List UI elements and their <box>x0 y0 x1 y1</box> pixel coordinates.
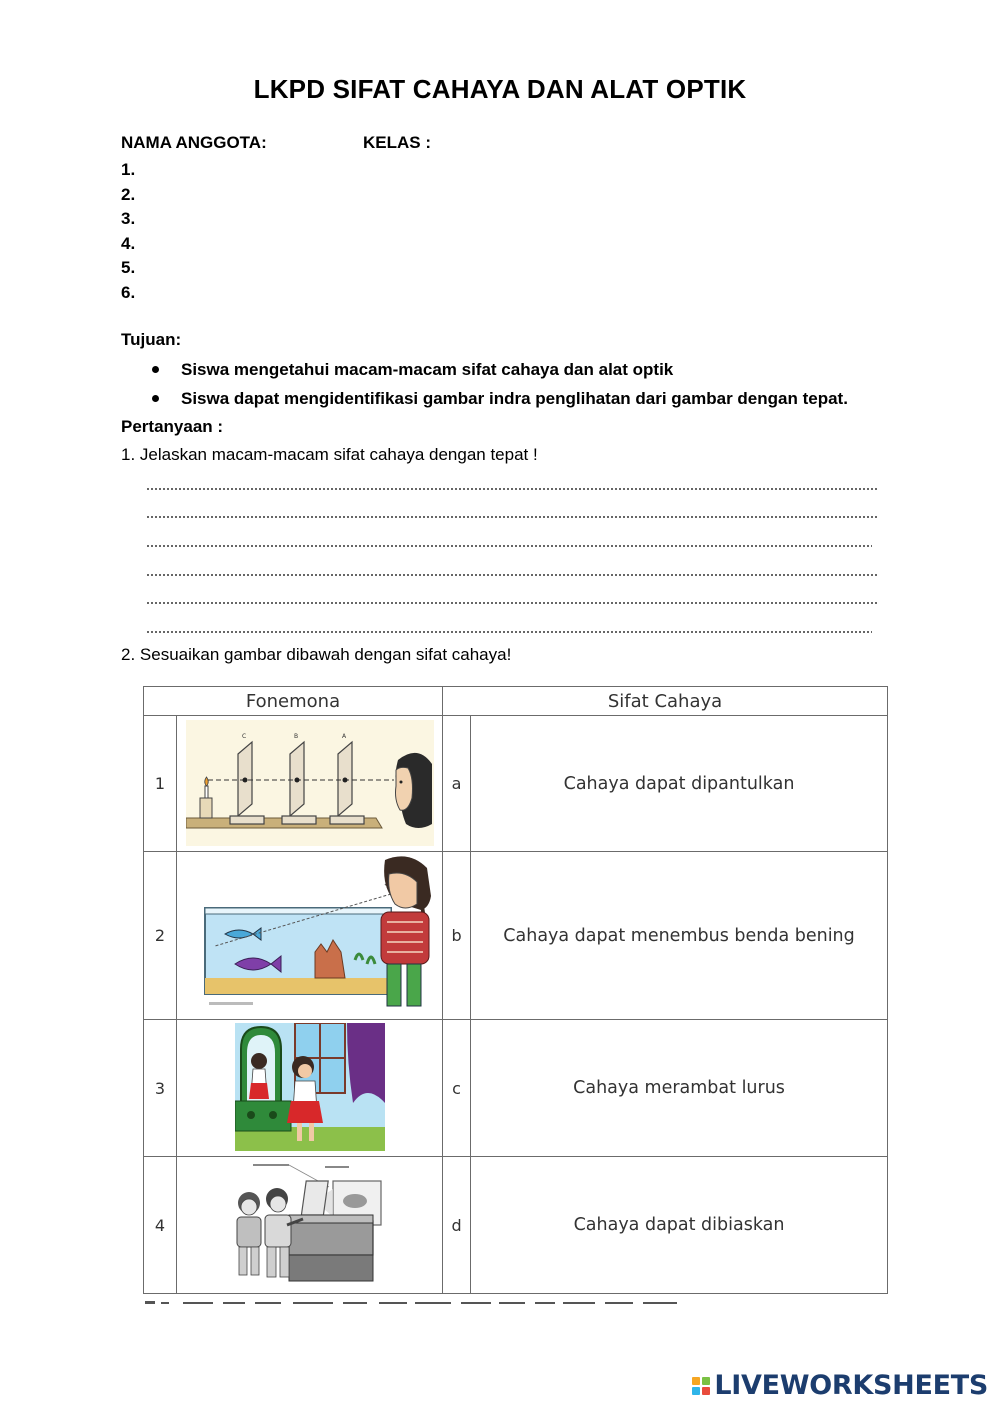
answer-line[interactable] <box>146 516 878 518</box>
class-label: KELAS : <box>363 133 431 152</box>
row-number: 2 <box>144 852 177 1020</box>
liveworksheets-logo <box>692 1370 988 1401</box>
member-number: 2. <box>121 184 136 204</box>
question-1: 1. Jelaskan macam-macam sifat cahaya dengan tepat ! <box>121 445 538 464</box>
row-letter: c <box>443 1020 471 1157</box>
table-row <box>144 1020 888 1157</box>
question-2: 2. Sesuaikan gambar dibawah dengan sifat cahaya! <box>121 645 512 664</box>
property-text: Cahaya dapat dipantulkan <box>471 716 888 852</box>
cutoff-text-strokes <box>143 1296 887 1310</box>
row-letter: a <box>443 716 471 852</box>
projector-illustration <box>229 1161 389 1287</box>
header-phenomena: Fonemona <box>144 687 443 716</box>
member-number: 1. <box>121 160 136 179</box>
member-number: 6. <box>121 282 136 302</box>
goals-label: Tujuan: <box>121 330 182 349</box>
goal-text: Siswa mengetahui macam-macam sifat cahaya dan alat optik <box>181 360 674 379</box>
goal-item <box>148 358 848 387</box>
property-text: Cahaya dapat dibiaskan <box>471 1157 888 1294</box>
bullet-icon <box>152 366 159 373</box>
row-number: 4 <box>144 1157 177 1294</box>
answer-line[interactable] <box>146 574 878 576</box>
property-text: Cahaya dapat menembus benda bening <box>471 852 888 1020</box>
phenomenon-image-4 <box>177 1157 443 1294</box>
row-letter: b <box>443 852 471 1020</box>
members-label: NAMA ANGGOTA: <box>121 133 267 152</box>
cutoff-text-fragment <box>143 1296 887 1310</box>
phenomenon-image-2 <box>177 852 443 1020</box>
row-number: 1 <box>144 716 177 852</box>
table-row <box>144 716 888 852</box>
member-number: 5. <box>121 258 136 278</box>
answer-line[interactable] <box>146 545 872 547</box>
row-letter: d <box>443 1157 471 1294</box>
logo-mark-icon <box>692 1377 710 1395</box>
card-label: B <box>294 733 299 740</box>
candle-light-illustration <box>186 720 434 846</box>
mirror-illustration <box>235 1023 385 1151</box>
member-list <box>121 158 135 306</box>
goal-item <box>148 387 848 416</box>
goals-list <box>148 358 848 416</box>
card-label: C <box>242 733 247 740</box>
answer-line[interactable] <box>146 631 872 633</box>
member-number: 3. <box>121 209 136 229</box>
bullet-icon <box>152 395 159 402</box>
table-row <box>144 1157 888 1294</box>
phenomenon-image-1 <box>177 716 443 852</box>
matching-table <box>143 686 888 1294</box>
table-header-row <box>144 687 888 716</box>
logo-text: LIVEWORKSHEETS <box>714 1370 988 1401</box>
row-number: 3 <box>144 1020 177 1157</box>
goal-text: Siswa dapat mengidentifikasi gambar indra penglihatan dari gambar dengan tepat. <box>181 389 848 408</box>
member-number: 4. <box>121 233 136 253</box>
header-property: Sifat Cahaya <box>443 687 888 716</box>
phenomenon-image-3 <box>177 1020 443 1157</box>
page-title: LKPD SIFAT CAHAYA DAN ALAT OPTIK <box>253 74 747 104</box>
questions-label: Pertanyaan : <box>121 417 224 436</box>
table-row <box>144 852 888 1020</box>
answer-line[interactable] <box>146 602 878 604</box>
aquarium-illustration <box>195 856 435 1016</box>
property-text: Cahaya merambat lurus <box>471 1020 888 1157</box>
answer-line[interactable] <box>146 488 878 490</box>
card-label: A <box>342 733 347 740</box>
